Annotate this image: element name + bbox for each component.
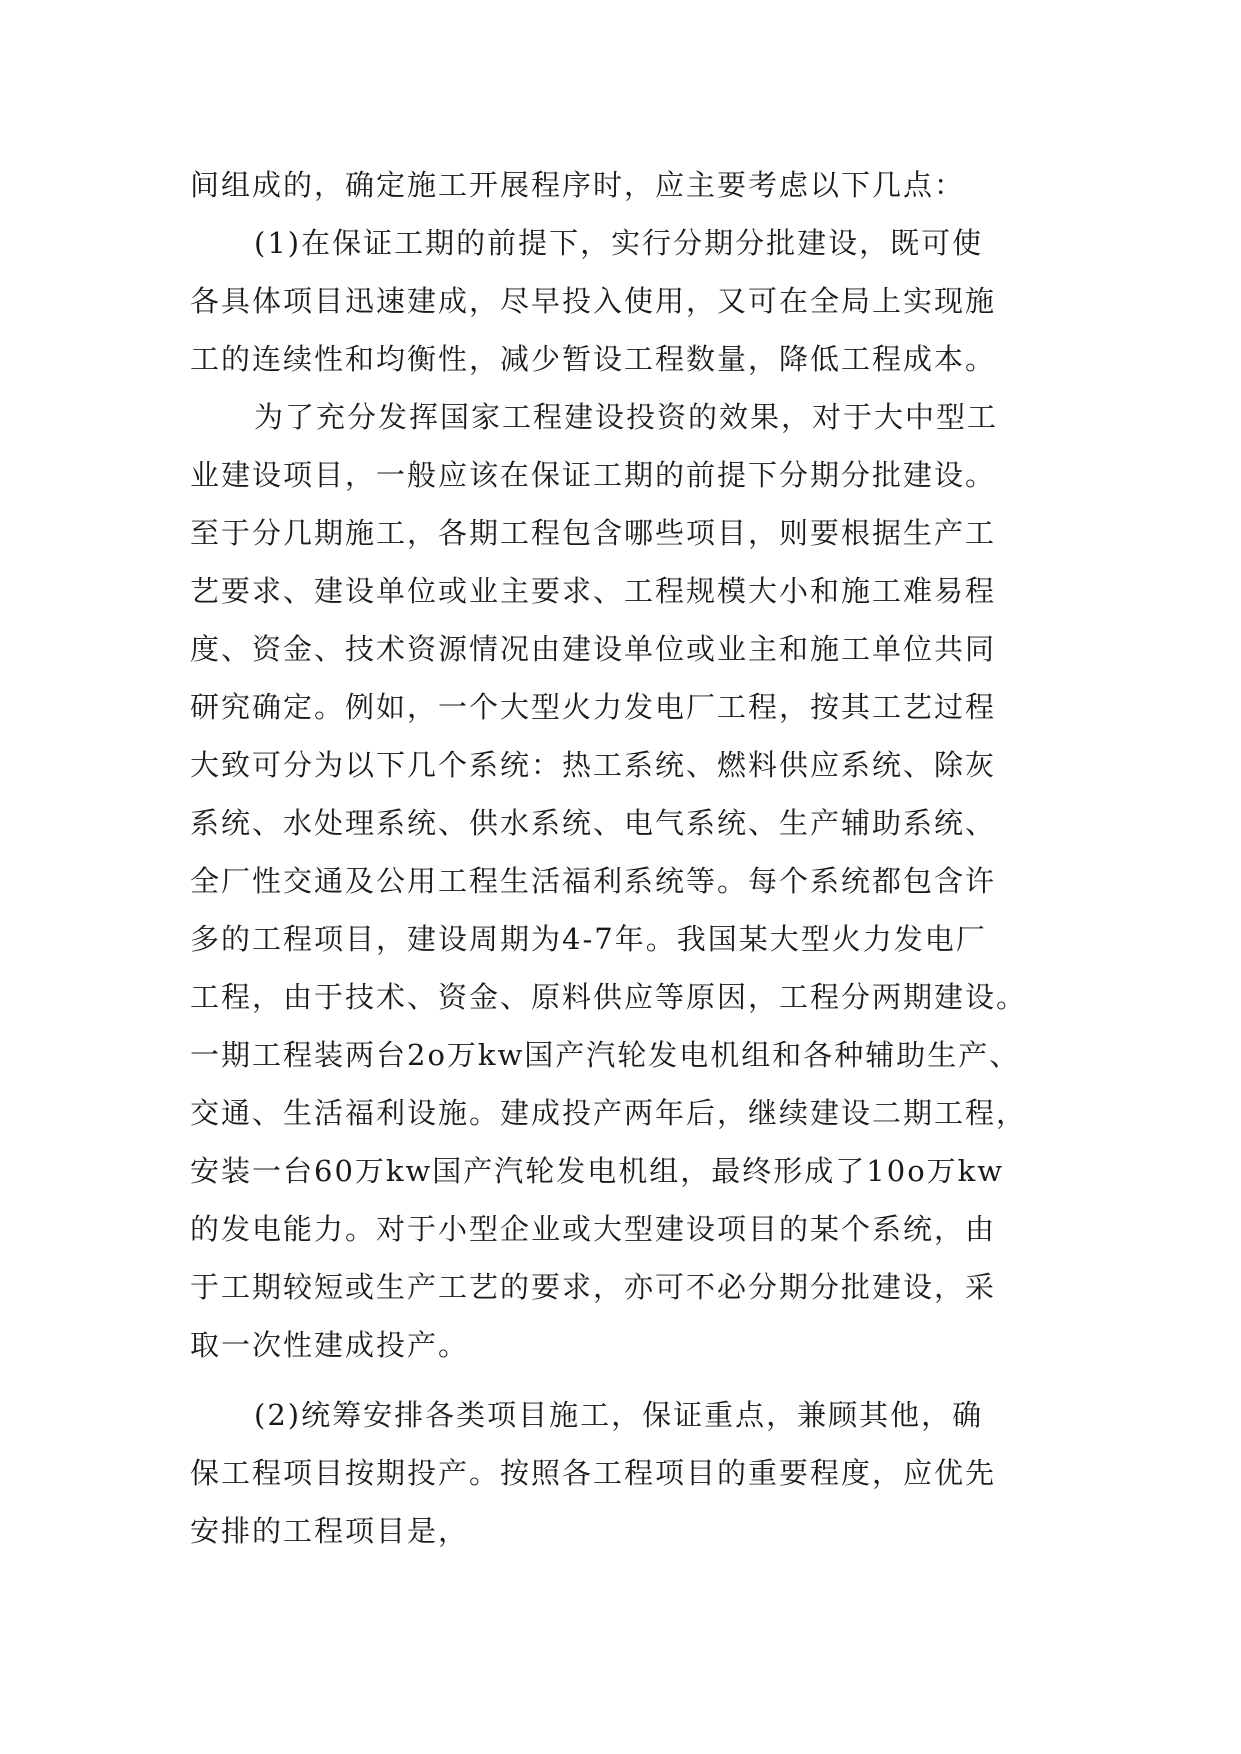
text-line: 间组成的，确定施工开展程序时，应主要考虑以下几点：	[190, 168, 966, 202]
text-line: 安排的工程项目是，	[190, 1514, 470, 1548]
body-text	[190, 156, 1060, 1560]
text-line: 各具体项目迅速建成，尽早投入使用，又可在全局上实现施	[190, 284, 997, 318]
text-line: 一期工程装两台2o万kw国产汽轮发电机组和各种辅助生产、	[190, 1038, 1021, 1072]
text-line: 艺要求、建设单位或业主要求、工程规模大小和施工难易程	[190, 574, 997, 608]
text-line: 交通、生活福利设施。建成投产两年后，继续建设二期工程，	[190, 1096, 1028, 1130]
text-line: 研究确定。例如，一个大型火力发电厂工程，按其工艺过程	[190, 690, 997, 724]
text-line: 系统、水处理系统、供水系统、电气系统、生产辅助系统、	[190, 806, 997, 840]
text-line: (2)统筹安排各类项目施工，保证重点，兼顾其他，确	[254, 1398, 984, 1432]
text-line: 取一次性建成投产。	[190, 1328, 470, 1362]
text-line: 安装一台60万kw国产汽轮发电机组，最终形成了10o万kw	[190, 1154, 1005, 1188]
text-line: 工程，由于技术、资金、原料供应等原因，工程分两期建设。	[190, 980, 1028, 1014]
text-line: 多的工程项目，建设周期为4-7年。我国某大型火力发电厂	[190, 922, 987, 956]
text-line: 大致可分为以下几个系统：热工系统、燃料供应系统、除灰	[190, 748, 997, 782]
text-line: 度、资金、技术资源情况由建设单位或业主和施工单位共同	[190, 632, 997, 666]
text-line: 保工程项目按期投产。按照各工程项目的重要程度，应优先	[190, 1456, 997, 1490]
text-line: 工的连续性和均衡性，减少暂设工程数量，降低工程成本。	[190, 342, 997, 376]
text-line: 为了充分发挥国家工程建设投资的效果，对于大中型工	[254, 400, 999, 434]
text-line: 于工期较短或生产工艺的要求，亦可不必分期分批建设，采	[190, 1270, 997, 1304]
text-line: (1)在保证工期的前提下，实行分期分批建设，既可使	[254, 226, 984, 260]
text-line: 业建设项目，一般应该在保证工期的前提下分期分批建设。	[190, 458, 997, 492]
text-line: 全厂性交通及公用工程生活福利系统等。每个系统都包含许	[190, 864, 997, 898]
text-line: 的发电能力。对于小型企业或大型建设项目的某个系统，由	[190, 1212, 997, 1246]
text-line: 至于分几期施工，各期工程包含哪些项目，则要根据生产工	[190, 516, 997, 550]
